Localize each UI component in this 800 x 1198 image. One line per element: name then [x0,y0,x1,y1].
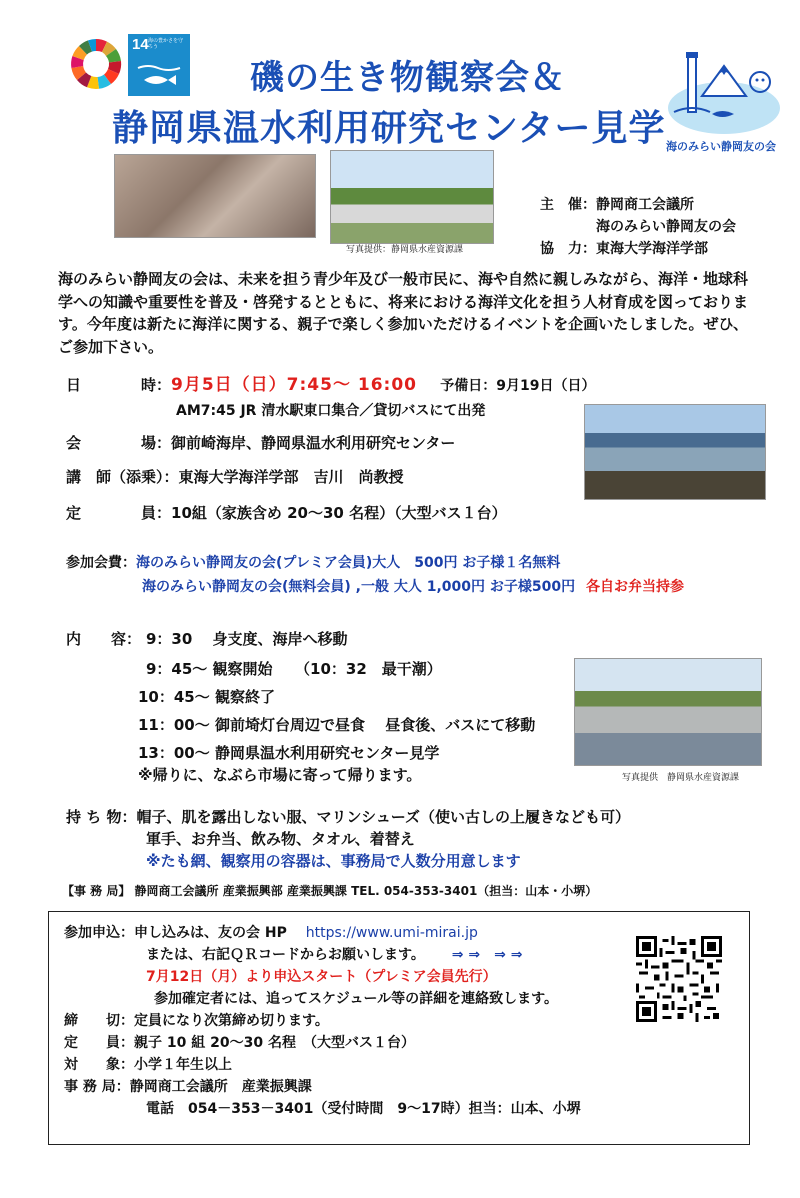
tanks-photo [574,658,762,766]
host-name-2: 海のみらい静岡友の会 [596,219,736,235]
target-label: 対 象： [64,1057,134,1073]
host-row [540,194,694,214]
schedule-item-1: 9：30 身支度、海岸へ移動 [146,630,348,648]
date-note: AM7:45 JR 清水駅東口集合／貸切バスにて出発 [176,403,486,419]
research-center-photo [330,150,494,244]
capacity-label: 定 員： [66,504,172,522]
lecturer-value: 東海大学海洋学部 吉川 尚教授 [178,468,404,486]
coop-name: 東海大学海洋学部 [596,241,708,257]
apply-line2: または、右記ＱＲコードからお願いします。 [146,947,425,963]
schedule-item-4: 11：00～ 御前埼灯台周辺で昼食 昼食後、バスにて移動 [138,716,536,734]
items-line2: 軍手、お弁当、飲み物、タオル、着替え [146,830,415,848]
fee-line2-row [142,576,684,596]
intro-paragraph: 海のみらい静岡友の会は、未来を担う青少年及び一般市民に、海や自然に親しみながら、海洋・地球科学への知識や重要性を普及・啓発するとともに、将来における海洋文化を担う人材育成を図っております。今年度は新たに海洋に関する、親子で楽しく参加いただけるイベントを企画いたしました。ぜひ、ご参加下さい。 [58,270,749,356]
apply-office-row [64,1076,312,1096]
office-line: 【事 務 局】 静岡商工会議所 産業振興部 産業振興課 TEL. 054-353-3401（担当：山本・小堺） [62,884,598,898]
coop-label: 協 力： [540,241,596,257]
apply-office-value: 静岡商工会議所 産業振興課 [129,1079,312,1095]
deadline-row [64,1010,329,1030]
apply-capacity-row [64,1032,415,1052]
schedule-item-2: 9：45～ 観察開始 （10：32 最干潮） [146,660,442,678]
fee-note: 各自お弁当持参 [586,579,684,595]
target-row [64,1054,232,1074]
apply-office-label: 事 務 局： [64,1079,130,1095]
lecturer-row [66,466,404,487]
items-line1: 帽子、肌を露出しない服、マリンシューズ（使い古しの上履きなども可） [136,808,631,826]
sdg14-number: 14 [132,36,149,53]
venue-row [66,432,455,453]
lighthouse-mountain-logo-icon [662,48,782,138]
capacity-row [66,502,507,523]
host-label: 主 催： [540,197,596,213]
deadline-value: 定員になり次第締め切ります。 [134,1013,329,1029]
apply-label: 参加申込： [64,925,134,941]
apply-line2-row [146,944,522,964]
apply-row [64,922,478,942]
date-reserve: 予備日：9月19日（日） [440,378,596,394]
fee-line1: 海のみらい静岡友の会(プレミア会員)大人 500円 お子様１名無料 [136,555,561,571]
items-row [66,806,630,827]
date-label: 日 時： [66,376,172,394]
fee-line2: 海のみらい静岡友の会(無料会員) ,一般 大人 1,000円 お子様500円 [142,579,576,595]
arrows-text: ⇒ ⇒ ⇒ ⇒ [451,947,523,963]
fish-icon [136,64,182,90]
schedule-item-6: ※帰りに、なぶら市場に寄って帰ります。 [138,766,422,784]
sdg-wheel-icon [70,38,122,90]
venue-value: 御前崎海岸、静岡県温水利用研究センター [171,434,456,452]
apply-line3: 参加確定者には、追ってスケジュール等の詳細を連絡致します。 [154,991,559,1007]
apply-start: 7月12日（月）より申込スタート（プレミア会員先行） [146,969,497,985]
apply-line1: 申し込みは、友の会 HP [134,925,287,941]
sdg14-badge [128,34,190,96]
fee-row [66,552,560,572]
apply-capacity-value: 親子 10 組 20～30 名程 （大型バス１台） [134,1035,415,1051]
coop-row [540,238,708,258]
beach-photo [584,404,766,500]
page-title-line1: 磯の生き物観察会＆ [250,58,565,98]
items-note: ※たも網、観察用の容器は、事務局で人数分用意します [146,852,521,870]
logo-caption: 海のみらい静岡友の会 [666,140,776,153]
apply-capacity-label: 定 員： [64,1035,134,1051]
club-logo [662,48,782,156]
qr-code-icon[interactable] [636,936,722,1022]
deadline-label: 締 切： [64,1013,134,1029]
fee-label: 参加会費： [66,555,136,571]
capacity-value: 10組（家族含め 20～30 名程）（大型バス１台） [171,504,507,522]
lecturer-label: 講 師（添乗）： [66,468,179,486]
photo-credit-bottom: 写真提供 静岡県水産資源課 [622,773,740,783]
target-value: 小学１年生以上 [134,1057,232,1073]
venue-label: 会 場： [66,434,172,452]
apply-url-link[interactable]: https://www.umi-mirai.jp [305,925,478,941]
page-title-line2: 静岡県温水利用研究センター見学 [112,108,666,149]
items-label: 持 ち 物： [66,808,137,826]
schedule-label: 内 容： [66,630,142,648]
photo-credit-top: 写真提供：静岡県水産資源課 [346,245,464,255]
tidepool-photo [114,154,316,238]
date-row [66,370,595,395]
schedule-item-5: 13：00～ 静岡県温水利用研究センター見学 [138,744,440,762]
phone-line: 電話 054－353－3401（受付時間 9～17時）担当：山本、小堺 [146,1101,581,1117]
sdg14-caption: 海の豊かさを守ろう [148,38,184,50]
host-name-1: 静岡商工会議所 [596,197,694,213]
schedule-item-3: 10：45～ 観察終了 [138,688,275,706]
date-value: 9月5日（日）7:45～ 16:00 [171,375,417,395]
